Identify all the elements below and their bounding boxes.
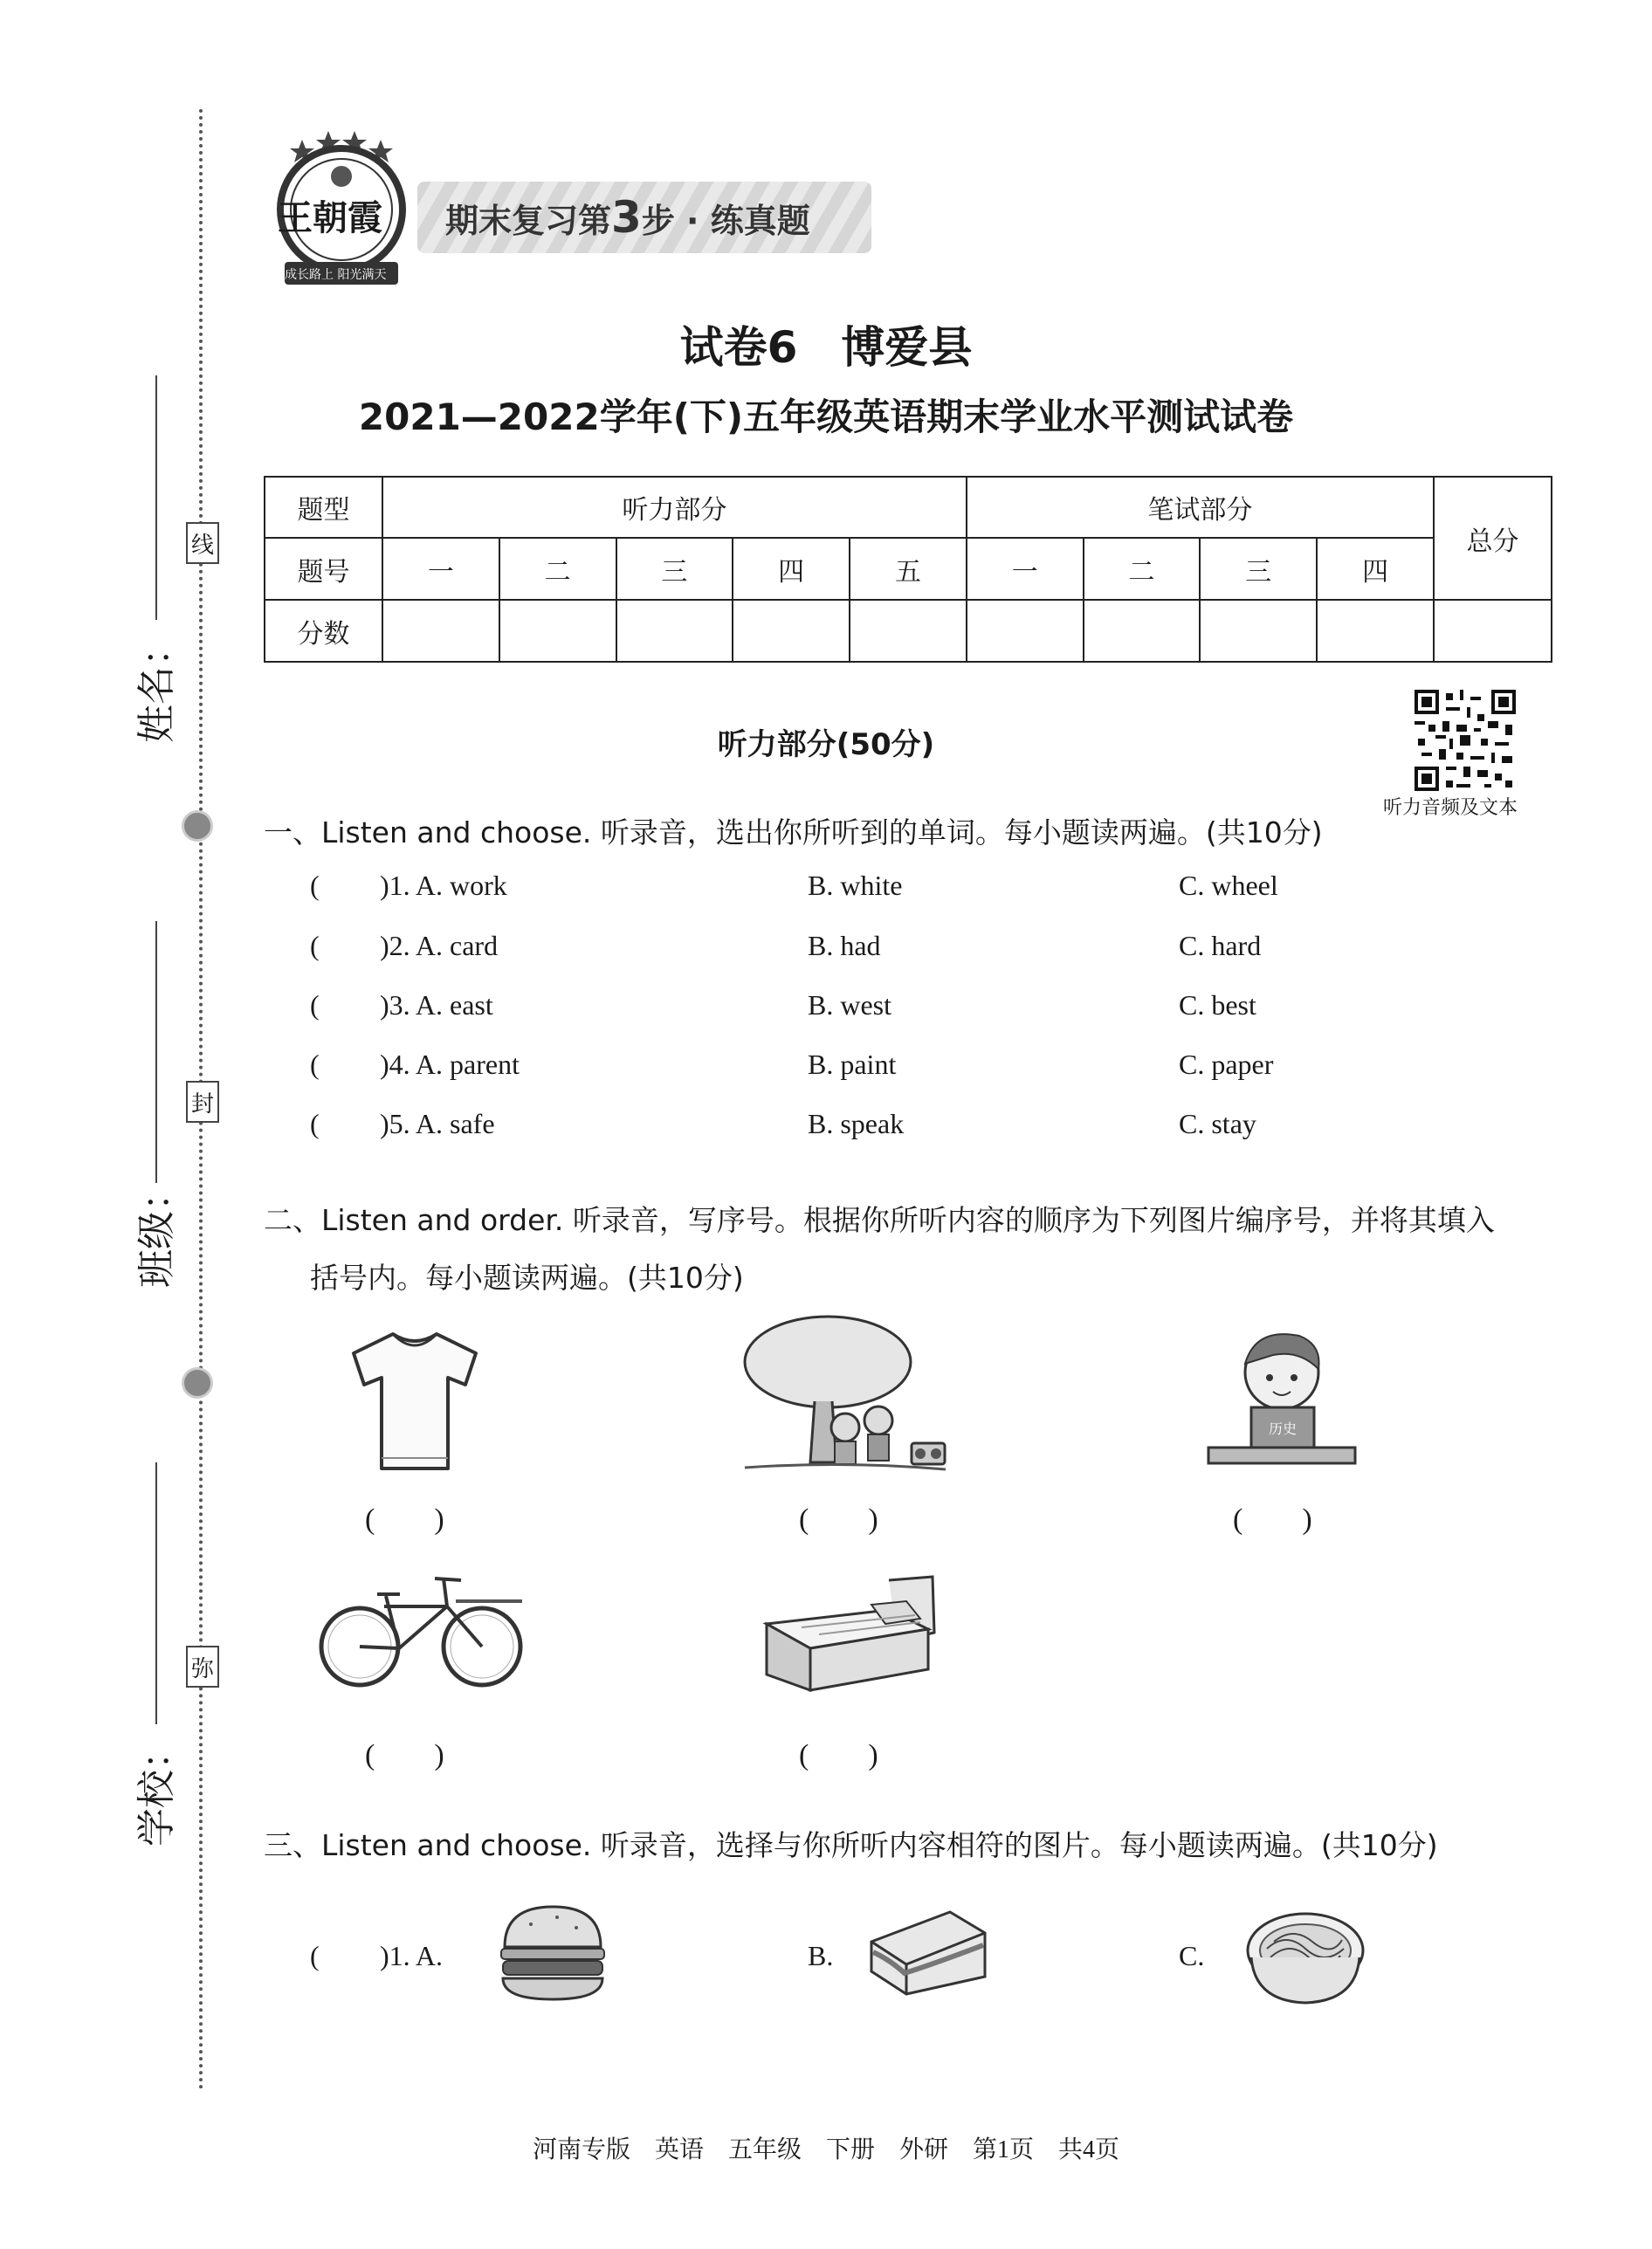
qr-caption: 听力音频及文本: [1383, 796, 1518, 818]
q4-option-c: C. paper: [1179, 1049, 1274, 1080]
section2-title-line1: 二、Listen and order. 听录音，写序号。根据你所听内容的顺序为下列图片编序号，并将其填入: [264, 1203, 1495, 1237]
q2-option-a: )2. A. card: [380, 930, 499, 961]
q4-option-b: B. paint: [808, 1049, 897, 1080]
order-paren[interactable]: ( ): [365, 1739, 444, 1771]
table-cell: 总分: [1434, 477, 1552, 600]
school-label: 学校：: [134, 1731, 179, 1847]
school-underline: [155, 1462, 157, 1724]
answer-paren[interactable]: (: [310, 989, 320, 1021]
sandwich-picture: [863, 1907, 994, 2006]
order-paren[interactable]: ( ): [365, 1503, 444, 1536]
table-cell: 二: [499, 538, 616, 600]
q2-option-c: C. hard: [1179, 930, 1262, 961]
table-cell: 三: [1200, 538, 1317, 600]
bed-picture: [749, 1572, 941, 1697]
tshirt-picture: [345, 1327, 485, 1479]
binding-hole-1: [182, 810, 213, 842]
score-blank[interactable]: [1084, 600, 1201, 662]
score-blank[interactable]: [1317, 600, 1434, 662]
score-blank[interactable]: [616, 600, 733, 662]
noodles-picture: [1244, 1905, 1366, 2013]
answer-paren[interactable]: (: [310, 1940, 320, 1971]
q5-option-a: )5. A. safe: [380, 1108, 495, 1139]
section2-title-line2: 括号内。每小题读两遍。(共10分): [310, 1261, 744, 1295]
score-blank[interactable]: [382, 600, 499, 662]
table-cell: 二: [1084, 538, 1201, 600]
answer-paren[interactable]: (: [310, 930, 320, 961]
list-item: [310, 1108, 1445, 1140]
binding-mark-close: 弥: [186, 1646, 219, 1688]
list-item: [310, 989, 1445, 1021]
table-cell: 四: [733, 538, 850, 600]
answer-paren[interactable]: (: [310, 1108, 320, 1139]
score-table: [264, 476, 1552, 663]
table-cell: 分数: [265, 600, 382, 662]
order-paren[interactable]: ( ): [1233, 1503, 1312, 1536]
order-paren[interactable]: ( ): [799, 1739, 878, 1771]
table-cell: 听力部分: [382, 477, 967, 538]
q1-option-c: C. wheel: [1179, 870, 1278, 901]
name-label: 姓名：: [134, 628, 179, 743]
table-cell: 题号: [265, 538, 382, 600]
score-blank[interactable]: [1200, 600, 1317, 662]
list-item: [310, 1049, 1445, 1081]
hamburger-picture: [496, 1902, 609, 2010]
class-underline: [155, 921, 157, 1183]
q5-option-b: B. speak: [808, 1108, 905, 1139]
children-under-tree-picture: [740, 1314, 950, 1483]
paper-title: 试卷6 博爱县: [679, 322, 973, 373]
listening-title: 听力部分(50分): [717, 727, 935, 762]
q3-option-b: B. west: [808, 989, 891, 1021]
class-label: 班级：: [134, 1173, 179, 1288]
table-cell: 笔试部分: [967, 477, 1434, 538]
score-blank[interactable]: [850, 600, 967, 662]
answer-paren[interactable]: (: [310, 1049, 320, 1080]
bicycle-picture: [316, 1561, 526, 1695]
score-blank[interactable]: [1434, 600, 1552, 662]
table-cell: 题型: [265, 477, 382, 538]
boy-reading-history-picture: [1203, 1320, 1360, 1481]
page-footer: 河南专版 英语 五年级 下册 外研 第1页 共4页: [532, 2136, 1119, 2163]
option-b-label: B.: [808, 1940, 834, 1971]
q4-option-a: )4. A. parent: [380, 1049, 520, 1080]
q1-option-a: )1. A. work: [380, 870, 507, 901]
binding-mark-seal: 封: [186, 1081, 219, 1123]
list-item: ( )1. A. work B. white C. wheel: [310, 870, 1278, 901]
logo-name: 王朝霞: [278, 198, 382, 238]
binding-hole-2: [182, 1367, 213, 1399]
table-cell: 四: [1317, 538, 1434, 600]
score-blank[interactable]: [733, 600, 850, 662]
score-blank[interactable]: [967, 600, 1084, 662]
order-paren[interactable]: ( ): [799, 1503, 878, 1536]
history-book-text: 历史: [1268, 1420, 1298, 1437]
q5-option-c: C. stay: [1179, 1108, 1256, 1139]
binding-mark-line: 线: [186, 522, 219, 564]
q1-option-b: B. white: [808, 870, 903, 901]
section1-title: 一、Listen and choose. 听录音，选出你所听到的单词。每小题读两遍。(共10分): [264, 815, 1323, 849]
score-blank[interactable]: [499, 600, 616, 662]
table-cell: 三: [616, 538, 733, 600]
banner-text: 期末复习第3步 · 练真题: [445, 192, 810, 243]
paper-subtitle: 2021—2022学年(下)五年级英语期末学业水平测试试卷: [358, 395, 1294, 438]
list-item: [310, 1940, 443, 1972]
option-c-label: C.: [1179, 1940, 1205, 1971]
q1-label-a: )1. A.: [380, 1940, 443, 1971]
table-cell: 一: [967, 538, 1084, 600]
table-cell: 五: [850, 538, 967, 600]
q3-option-c: C. best: [1179, 989, 1256, 1021]
logo-slogan: 成长路上 阳光满天: [285, 268, 387, 282]
table-cell: 一: [382, 538, 499, 600]
list-item: [310, 930, 1445, 962]
q2-option-b: B. had: [808, 930, 881, 961]
q3-option-a: )3. A. east: [380, 989, 493, 1021]
section3-title: 三、Listen and choose. 听录音，选择与你所听内容相符的图片。每小题读两遍。(共10分): [264, 1828, 1438, 1862]
qr-code-icon[interactable]: [1415, 690, 1516, 791]
